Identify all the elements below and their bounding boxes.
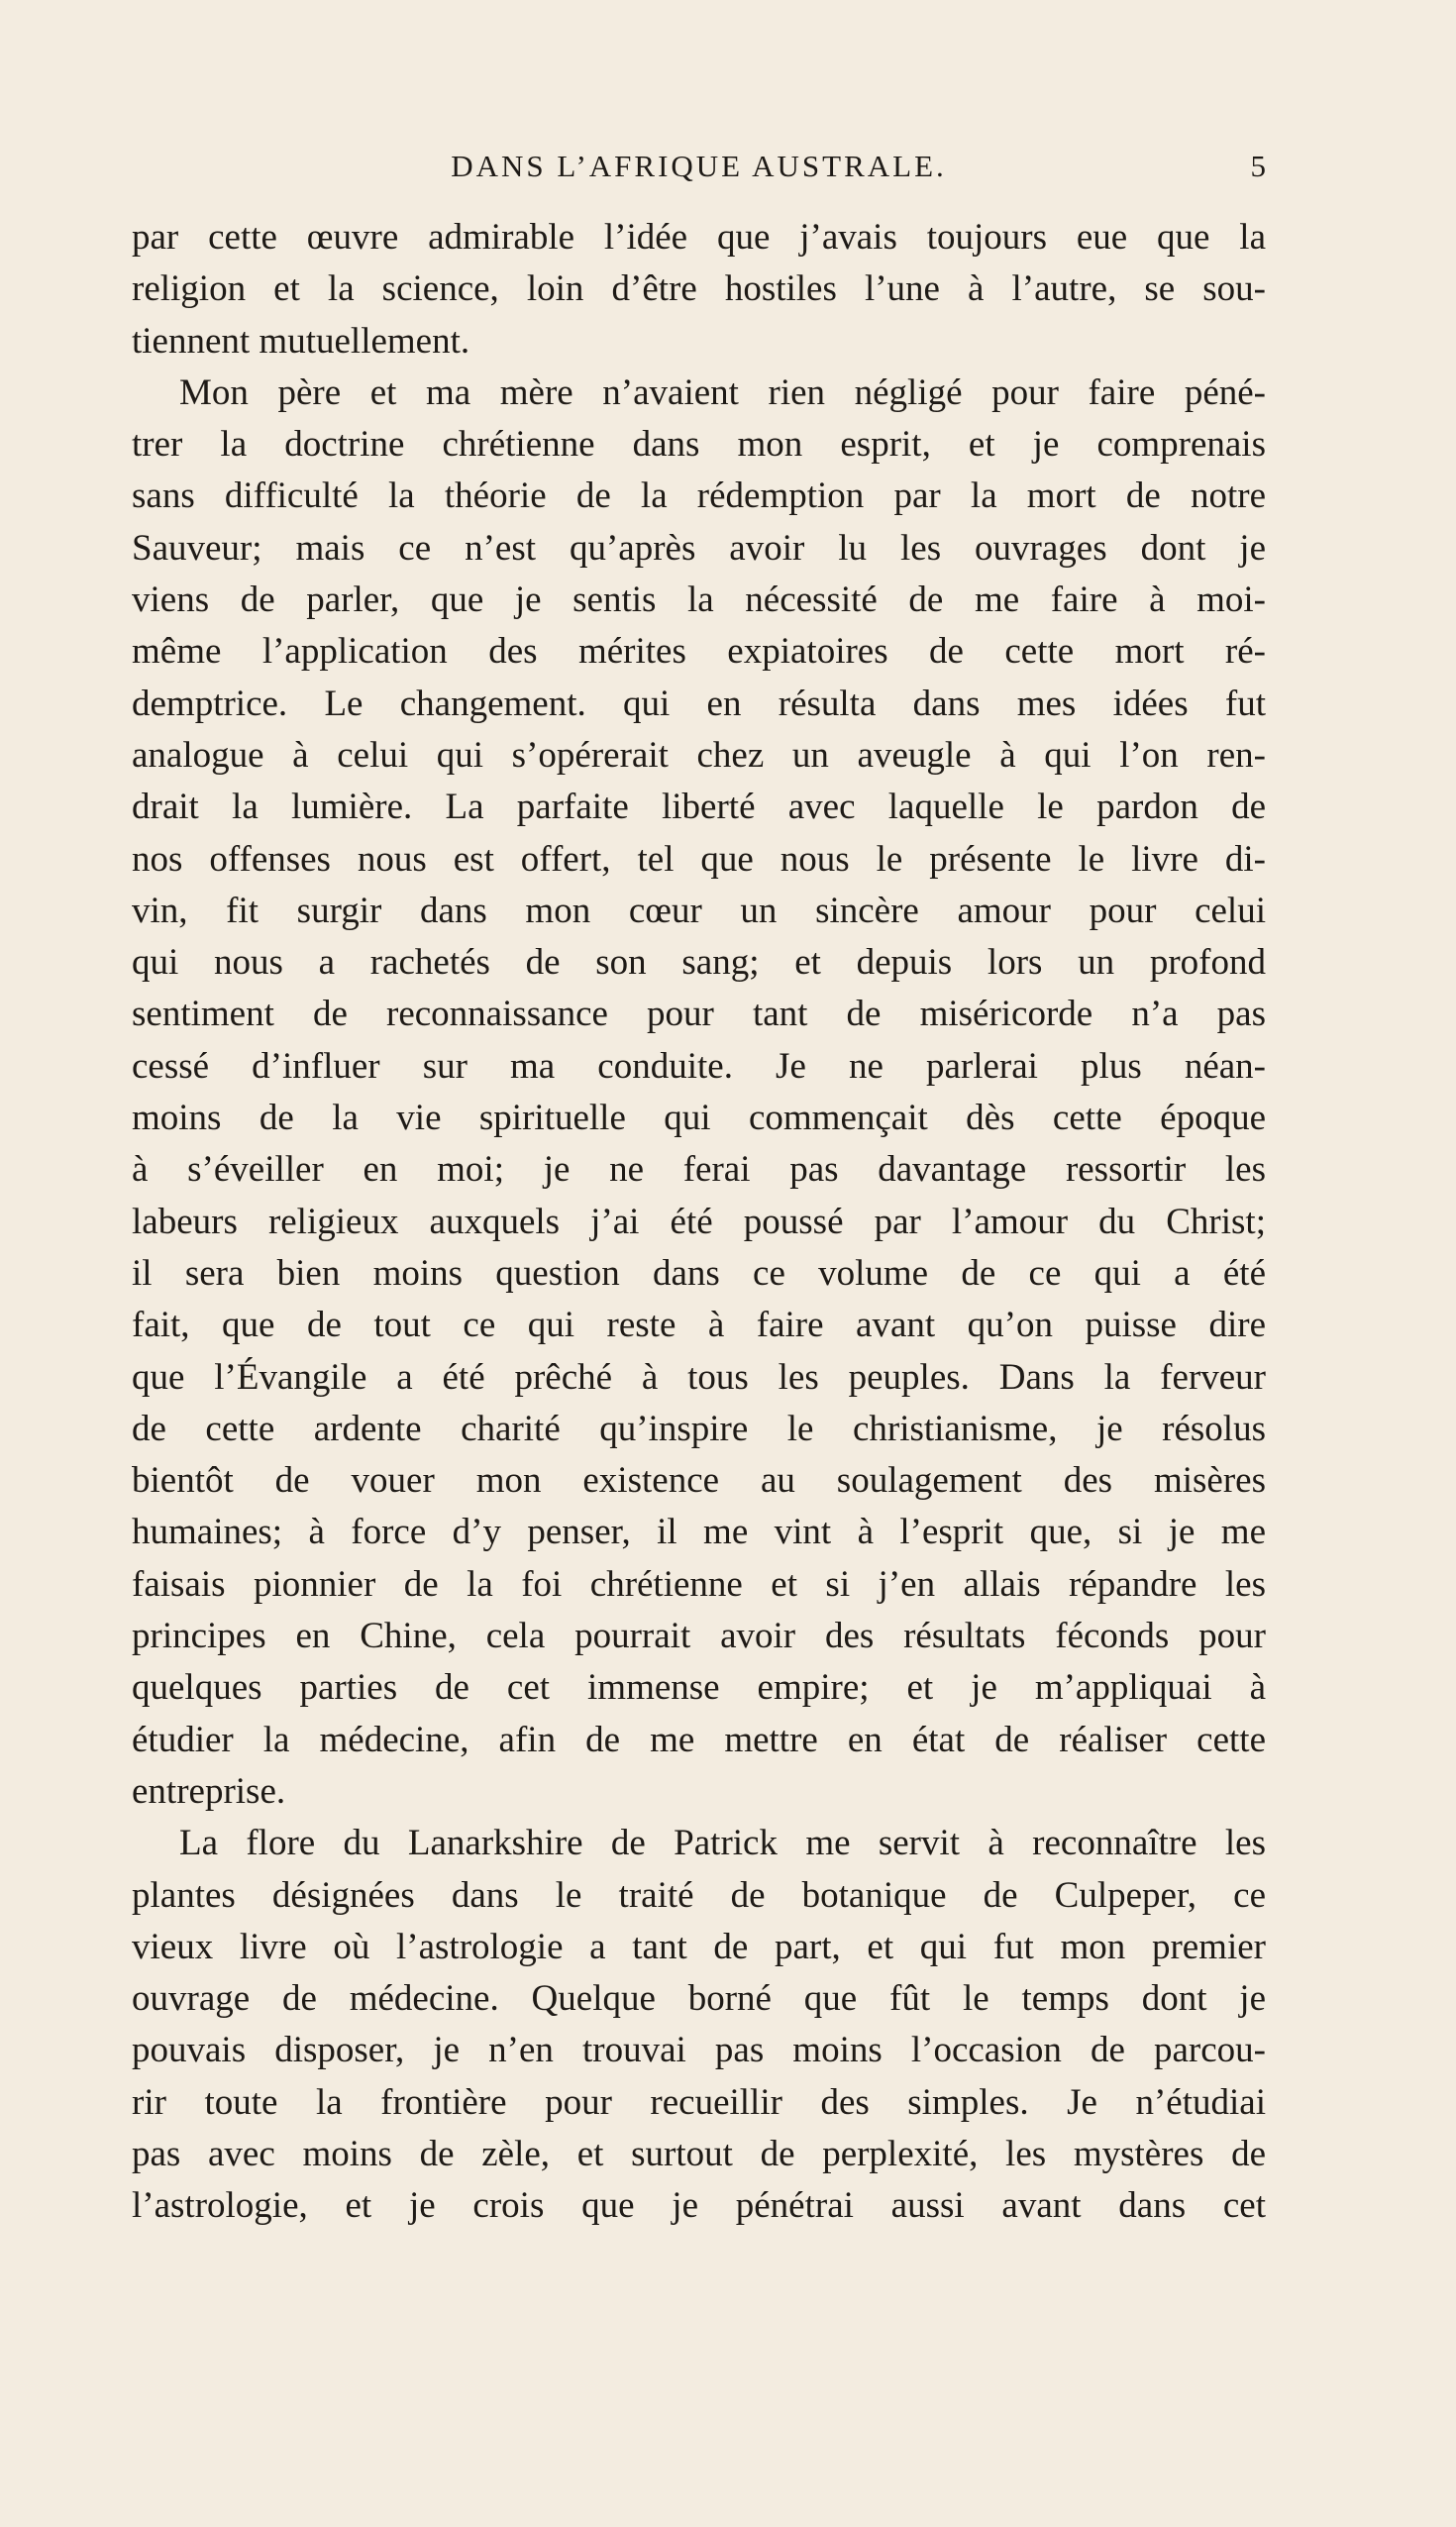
text-line: La flore du Lanarkshire de Patrick me servit à reconnaître les — [179, 1823, 1266, 1864]
text-line: nos offenses nous est offert, tel que nous le présente le livre di- — [132, 838, 1266, 880]
text-line: viens de parler, que je sentis la nécessité de me faire à moi- — [132, 579, 1266, 621]
text-line: demptrice. Le changement. qui en résulta dans mes idées fut — [132, 683, 1266, 724]
text-line: religion et la science, loin d’être hostiles l’une à l’autre, se sou- — [132, 268, 1266, 310]
text-line: que l’Évangile a été prêché à tous les peuples. Dans la ferveur — [132, 1356, 1266, 1398]
text-line: ouvrage de médecine. Quelque borné que fût le temps dont je — [132, 1978, 1266, 2020]
body-text — [132, 212, 1266, 2233]
text-line: qui nous a rachetés de son sang; et depuis lors un profond — [132, 942, 1266, 984]
text-line: labeurs religieux auxquels j’ai été poussé par l’amour du Christ; — [132, 1201, 1266, 1242]
text-line: il sera bien moins question dans ce volume de ce qui a été — [132, 1252, 1266, 1294]
text-line: l’astrologie, et je crois que je pénétrai aussi avant dans cet — [132, 2185, 1266, 2227]
text-line: vieux livre où l’astrologie a tant de part, et qui fut mon premier — [132, 1926, 1266, 1967]
text-line: sans difficulté la théorie de la rédemption par la mort de notre — [132, 475, 1266, 517]
text-line: tiennent mutuellement. — [132, 320, 470, 362]
text-line: fait, que de tout ce qui reste à faire avant qu’on puisse dire — [132, 1305, 1266, 1346]
text-line: moins de la vie spirituelle qui commençait dès cette époque — [132, 1098, 1266, 1139]
text-line: faisais pionnier de la foi chrétienne et si j’en allais répandre les — [132, 1563, 1266, 1605]
text-line: Sauveur; mais ce n’est qu’après avoir lu les ouvrages dont je — [132, 527, 1266, 569]
text-line: par cette œuvre admirable l’idée que j’avais toujours eue que la — [132, 217, 1266, 258]
text-line: à s’éveiller en moi; je ne ferai pas davantage ressortir les — [132, 1149, 1266, 1191]
text-line: plantes désignées dans le traité de botanique de Culpeper, ce — [132, 1874, 1266, 1916]
text-line: sentiment de reconnaissance pour tant de miséricorde n’a pas — [132, 994, 1266, 1035]
text-line: Mon père et ma mère n’avaient rien négligé pour faire péné- — [179, 371, 1266, 413]
text-line: principes en Chine, cela pourrait avoir des résultats féconds pour — [132, 1616, 1266, 1657]
text-line: entreprise. — [132, 1770, 286, 1812]
text-line: trer la doctrine chrétienne dans mon esprit, et je comprenais — [132, 424, 1266, 466]
text-line: humaines; à force d’y penser, il me vint à l’esprit que, si je me — [132, 1512, 1266, 1553]
running-head: DANS L’AFRIQUE AUSTRALE. — [451, 149, 947, 183]
text-line: rir toute la frontière pour recueillir des simples. Je n’étudiai — [132, 2081, 1266, 2123]
text-line: cessé d’influer sur ma conduite. Je ne parlerai plus néan- — [132, 1045, 1266, 1087]
page-number: 5 — [1250, 149, 1266, 183]
text-line: quelques parties de cet immense empire; et je m’appliquai à — [132, 1667, 1266, 1709]
text-line: même l’application des mérites expiatoires de cette mort ré- — [132, 631, 1266, 673]
text-line: vin, fit surgir dans mon cœur un sincère amour pour celui — [132, 890, 1266, 931]
text-line: étudier la médecine, afin de me mettre en état de réaliser cette — [132, 1719, 1266, 1760]
text-line: de cette ardente charité qu’inspire le christianisme, je résolus — [132, 1408, 1266, 1449]
page-header — [132, 141, 1266, 190]
text-line: analogue à celui qui s’opérerait chez un aveugle à qui l’on ren- — [132, 734, 1266, 776]
text-line: bientôt de vouer mon existence au soulagement des misères — [132, 1460, 1266, 1502]
text-line: pas avec moins de zèle, et surtout de perplexité, les mystères de — [132, 2133, 1266, 2174]
text-line: drait la lumière. La parfaite liberté avec laquelle le pardon de — [132, 787, 1266, 828]
text-line: pouvais disposer, je n’en trouvai pas moins l’occasion de parcou- — [132, 2030, 1266, 2071]
